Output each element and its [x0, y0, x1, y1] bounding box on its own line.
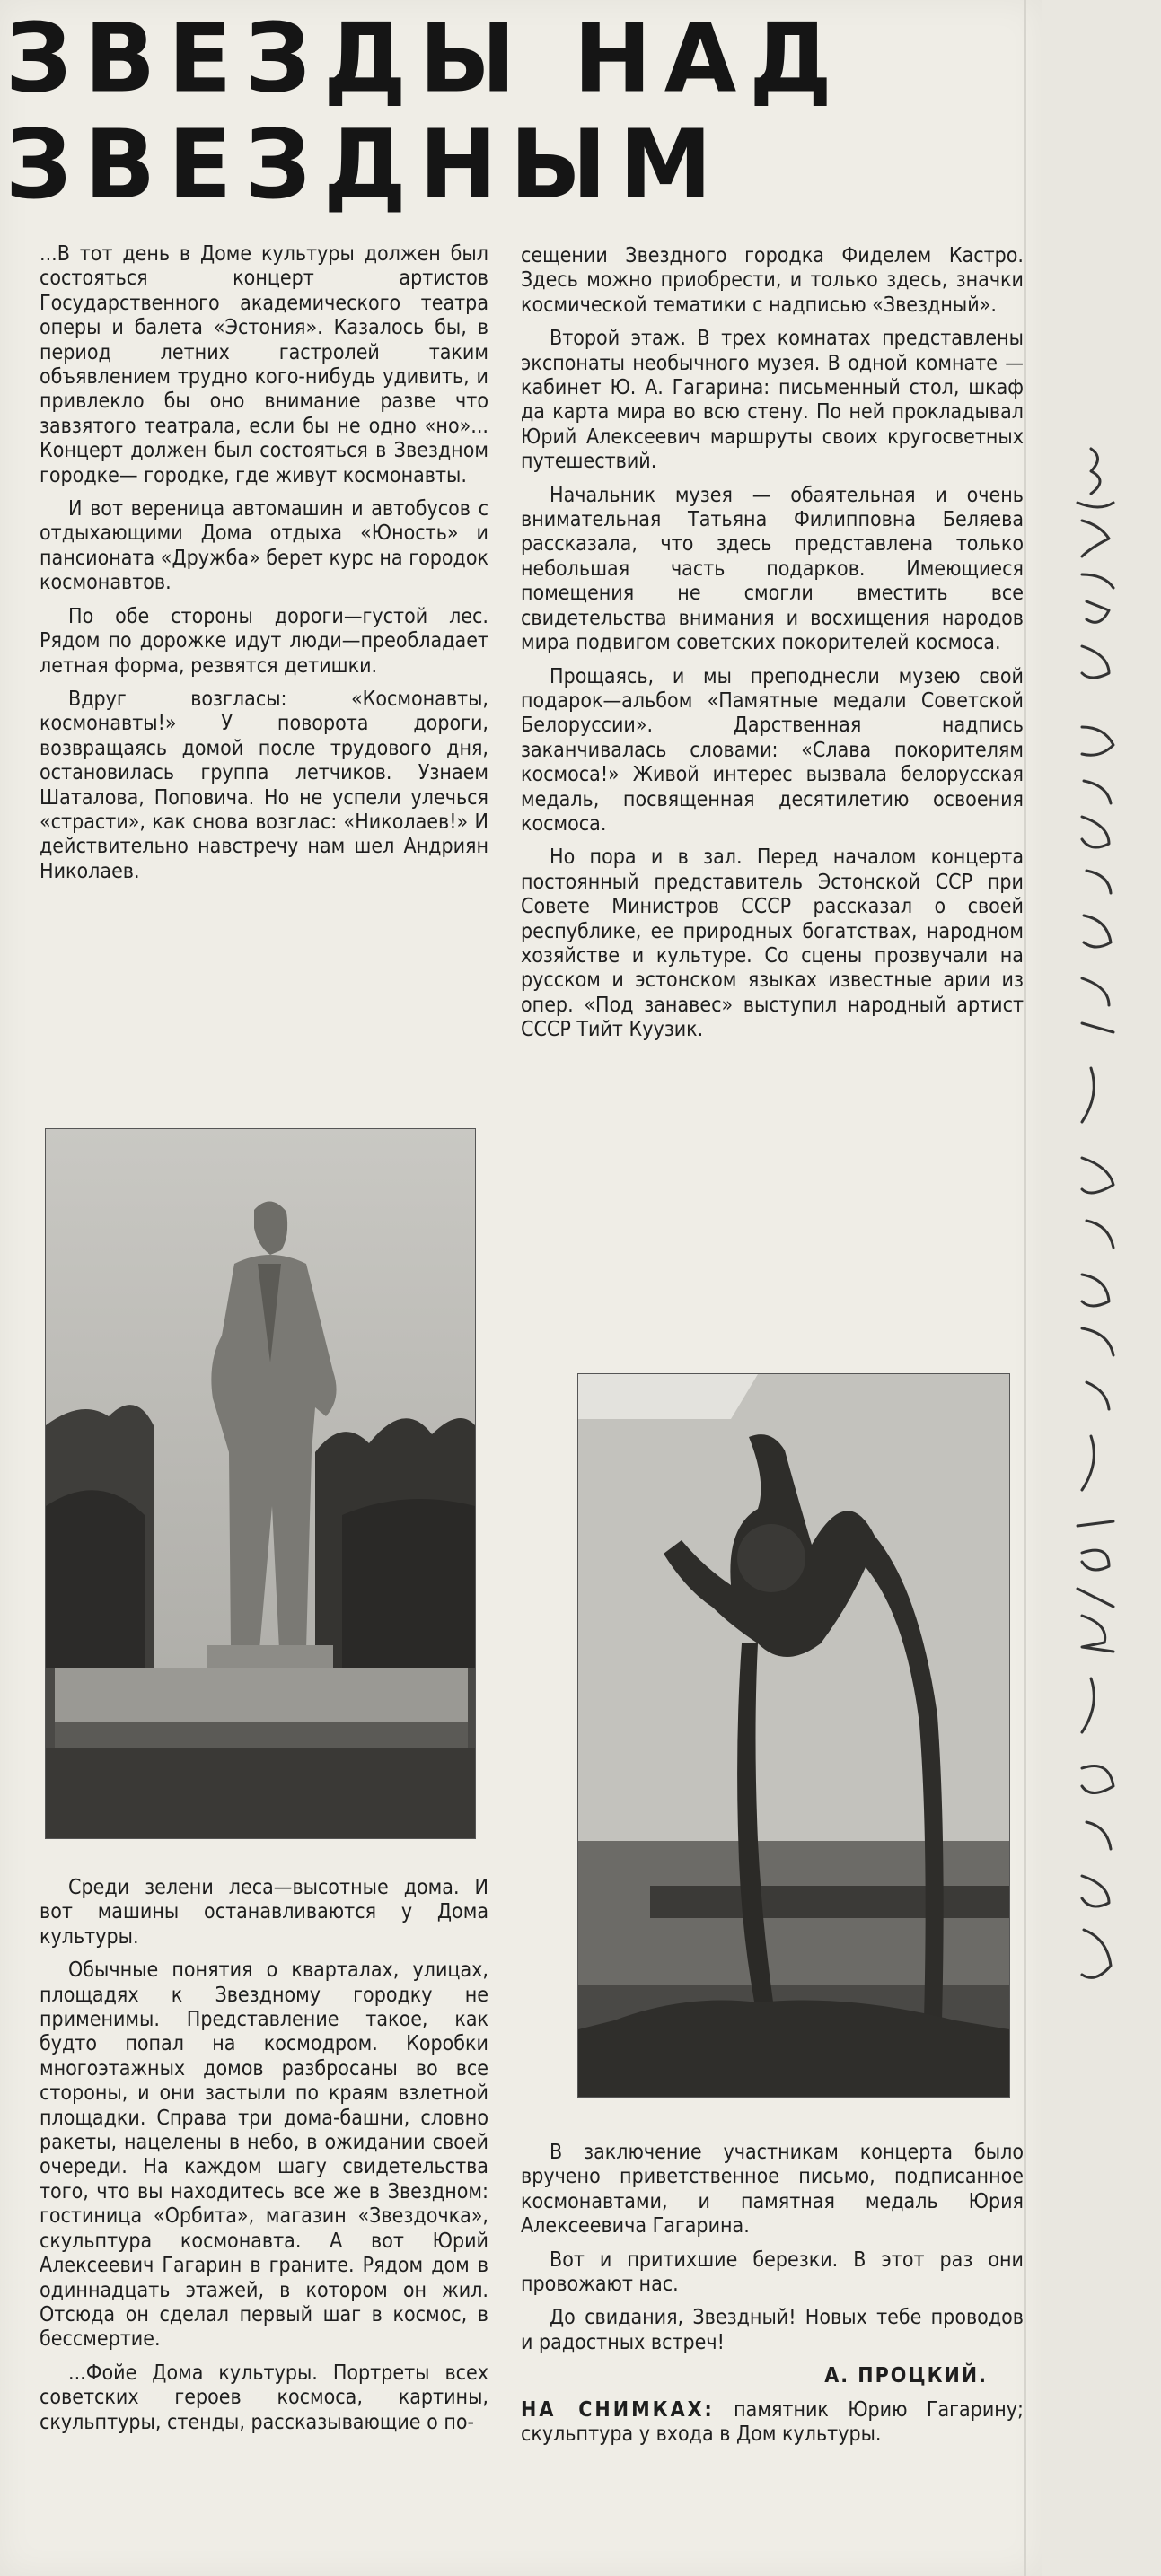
headline-line-2: ЗВЕЗДНЫМ — [5, 108, 725, 221]
caption-lead: НА СНИМКАХ: — [521, 2397, 715, 2422]
headline — [5, 2, 903, 221]
paragraph: Второй этаж. В трех комнатах представлены экспонаты необычного музея. В одной комнате — кабинет Ю. А. Гагарина: письменный стол, шкаф да карта мира во всю стену. По ней прокладывал Юрий Алексеевич маршруты своих кругосветных путешествий. — [521, 327, 1024, 474]
handwritten-note — [1064, 440, 1127, 2020]
paragraph: Вот и притихшие березки. В этот раз они провожают нас. — [521, 2247, 1024, 2297]
column-2-bottom — [521, 2141, 1024, 2456]
paragraph: До свидания, Звездный! Новых тебе проводов и радостных встреч! — [521, 2306, 1024, 2354]
column-1-bottom — [40, 1876, 488, 2444]
paragraph: Но пора и в зал. Перед началом концерта постоянный представитель Эстонской ССР при Совете Министров СССР рассказал о своей республике, ее природных богатствах, народном хозяйстве и культуре. Со сцены прозвучали на русском и эстонском языках известные арии из опер. «Под занавес» выступил народный артист СССР Тийт Куузик. — [521, 846, 1024, 1042]
photo-caption — [521, 2398, 1024, 2448]
paragraph: И вот вереница автомашин и автобусов с отдыхающими Дома отдыха «Юность» и пансионата «Дружба» берет курс на городок космонавтов. — [40, 497, 488, 595]
clipping-edge — [1024, 0, 1026, 2576]
photo-sculpture — [577, 1373, 1010, 2098]
paragraph: Вдруг возгласы: «Космонавты, космонавты!» У поворота дороги, возвращаясь домой после трудового дня, остановилась группа летчиков. Узнаем Шаталова, Поповича. Но не успели улечься «страсти», как снова возглас: «Николаев!» И действительно навстречу нам шел Андриян Николаев. — [40, 687, 488, 883]
paragraph: Начальник музея — обаятельная и очень внимательная Татьяна Филипповна Беляева рассказала, что здесь представлена только небольшая часть подарков. Имеющиеся помещения не смогли вместить все свидетельства внимания и восхищения народов мира подвигом советских покорителей космоса. — [521, 483, 1024, 655]
handwritten-note-image — [1064, 440, 1127, 2020]
paragraph: Обычные понятия о кварталах, улицах, площадях к Звездному городку не применимы. Представление такое, как будто попал на космодром. Коробки многоэтажных домов разбросаны во все стороны, и они застыли по краям взлетной площадки. Справа три дома-башни, словно ракеты, нацелены в небо, в ожидании своей очереди. На каждом шагу свидетельства того, что вы находитесь все же в Звездном: гостиница «Орбита», магазин «Звездочка», скульптура космонавта. А вот Юрий Алексеевич Гагарин в граните. Рядом дом в одиннадцать этажей, в котором он жил. Отсюда он сделал первый шаг в космос, в бессмертие. — [40, 1958, 488, 2352]
paragraph: По обе стороны дороги—густой лес. Рядом по дорожке идут люди—преобладает летная форма, резвятся детишки. — [40, 604, 488, 678]
paragraph: Среди зелени леса—высотные дома. И вот машины останавливаются у Дома культуры. — [40, 1876, 488, 1949]
paragraph: сещении Звездного городка Фиделем Кастро. Здесь можно приобрести, и только здесь, значки космической тематики с надписью «Звездный». — [521, 244, 1024, 317]
paragraph: В заключение участникам концерта было вручено приветственное письмо, подписанное космонавтами, и памятная медаль Юрия Алексеевича Гагарина. — [521, 2141, 1024, 2239]
paragraph: Прощаясь, и мы преподнесли музею свой подарок—альбом «Памятные медали Советской Белоруссии». Дарственная надпись заканчивалась словами: «Слава покорителям космоса!» Живой интерес вызвала белорусская медаль, посвященная десятилетию освоения космоса. — [521, 664, 1024, 836]
column-2-top — [521, 244, 1024, 1052]
paragraph: ...Фойе Дома культуры. Портреты всех советских героев космоса, картины, скульптуры, стенды, рассказывающие о по- — [40, 2361, 488, 2434]
headline-line-1: ЗВЕЗДЫ НАД — [5, 2, 845, 115]
author-signature: А. ПРОЦКИЙ. — [824, 2364, 988, 2388]
caption-text: памятник Юрию Гагарину; скульптура у входа в Дом культуры. — [521, 2397, 1025, 2447]
column-1-top — [40, 242, 488, 893]
paragraph: ...В тот день в Доме культуры должен был состояться концерт артистов Государственного академического театра оперы и балета «Эстония». Казалось бы, в период летних гастролей таким объявлением трудно кого-нибудь удивить, и привлекло бы оно внимание разве что завзятого театрала, если бы не одно «но»... Концерт должен был состояться в Звездном городке— городке, где живут космонавты. — [40, 242, 488, 487]
sculpture-image — [578, 1374, 1009, 2097]
photo-gagarin-monument — [45, 1128, 476, 1839]
gagarin-monument-image — [46, 1129, 475, 1838]
